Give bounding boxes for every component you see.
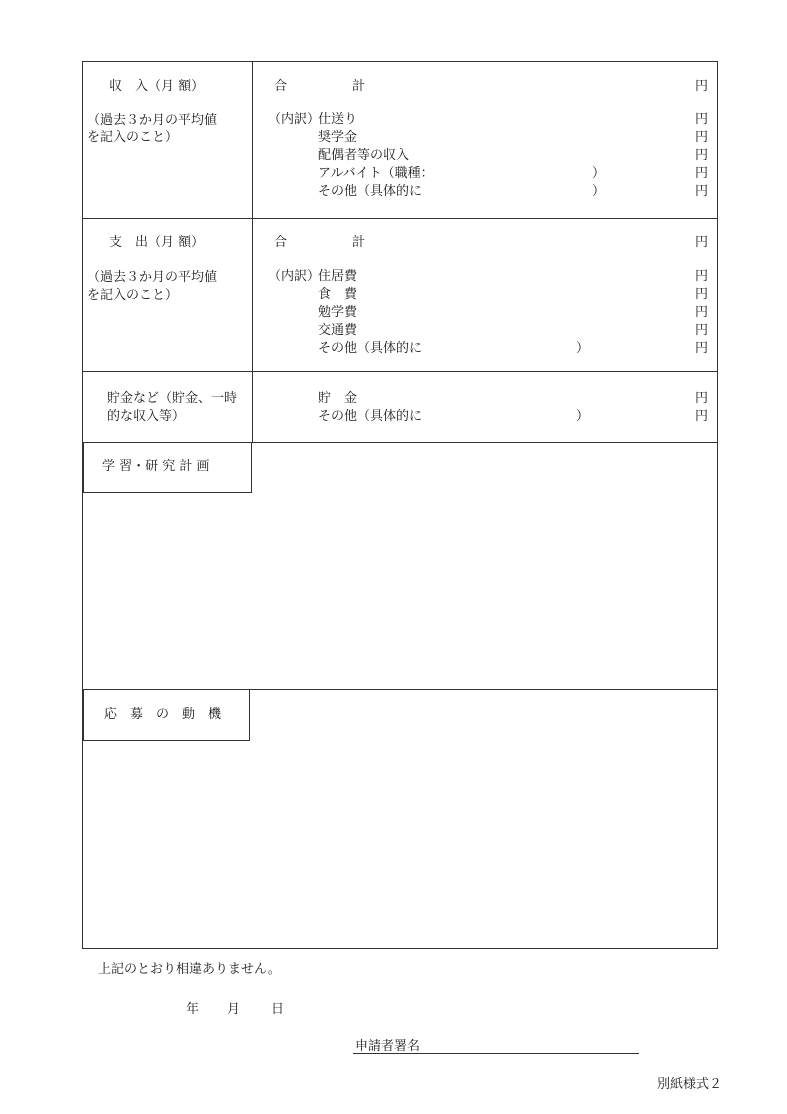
income-note-line2: を記入のこと） (87, 130, 179, 145)
savings-close-paren: ） (576, 409, 590, 424)
expense-item-unit: 円 (695, 341, 709, 356)
income-close-paren: ） (592, 184, 606, 199)
signature-label: 申請者署名 (355, 1039, 421, 1054)
declaration-text: 上記のとおり相違ありません。 (98, 962, 281, 977)
income-note-line1: （過去３か月の平均値 (87, 113, 218, 128)
income-item-unit: 円 (695, 148, 709, 163)
expense-note-line2: を記入のこと） (87, 288, 179, 303)
income-item-unit: 円 (695, 166, 709, 181)
expense-breakdown-prefix: （内訳） (268, 269, 321, 284)
savings-label-line2: 的な収入等） (107, 409, 186, 424)
expense-item: 勉学費 (318, 305, 358, 320)
column-divider (252, 62, 253, 442)
income-close-paren: ） (592, 166, 606, 181)
income-item: 配偶者等の収入 (318, 148, 410, 163)
income-item: 奨学金 (318, 130, 358, 145)
income-item: アルバイト（職種： (318, 166, 434, 181)
expense-note-line1: （過去３か月の平均値 (87, 270, 218, 285)
expense-close-paren: ） (576, 341, 590, 356)
expense-total-unit: 円 (695, 235, 709, 250)
expense-item-unit: 円 (695, 323, 709, 338)
income-total-label: 合 計 (274, 79, 366, 94)
expense-item: 住居費 (318, 269, 358, 284)
expense-item-unit: 円 (695, 287, 709, 302)
income-item: その他（具体的に (318, 184, 423, 199)
income-label: 収 入（月 額） (109, 79, 205, 94)
savings-label-line1: 貯金など（貯金、一時 (107, 391, 238, 406)
savings-item-unit: 円 (695, 409, 709, 424)
expense-item: その他（具体的に (318, 341, 423, 356)
divider-expense-savings (83, 371, 717, 372)
expense-label: 支 出（月 額） (109, 235, 205, 250)
income-item-unit: 円 (695, 112, 709, 127)
savings-item-unit: 円 (695, 391, 709, 406)
motivation-label: 応 募 の 動 機 (104, 707, 222, 722)
signature-line[interactable] (353, 1053, 639, 1054)
savings-item: その他（具体的に (318, 409, 423, 424)
expense-item: 食 費 (318, 287, 358, 302)
date-year: 年 (186, 1002, 200, 1017)
date-month: 月 (227, 1002, 241, 1017)
motivation-field[interactable] (90, 748, 710, 940)
expense-item: 交通費 (318, 323, 358, 338)
divider-income-expense (83, 218, 717, 219)
form-id: 別紙様式２ (657, 1077, 723, 1092)
income-item-unit: 円 (695, 130, 709, 145)
study-plan-label: 学 習・研 究 計 画 (102, 459, 210, 474)
motivation-label-box (83, 689, 250, 741)
study-plan-label-box (83, 442, 252, 493)
income-breakdown-prefix: （内訳） (268, 112, 321, 127)
date-day: 日 (271, 1002, 285, 1017)
expense-item-unit: 円 (695, 269, 709, 284)
savings-item: 貯 金 (318, 391, 358, 406)
expense-total-label: 合 計 (274, 235, 366, 250)
study-plan-field[interactable] (260, 450, 710, 682)
income-item: 仕送り (318, 112, 358, 127)
income-item-unit: 円 (695, 184, 709, 199)
expense-item-unit: 円 (695, 305, 709, 320)
income-total-unit: 円 (695, 79, 709, 94)
